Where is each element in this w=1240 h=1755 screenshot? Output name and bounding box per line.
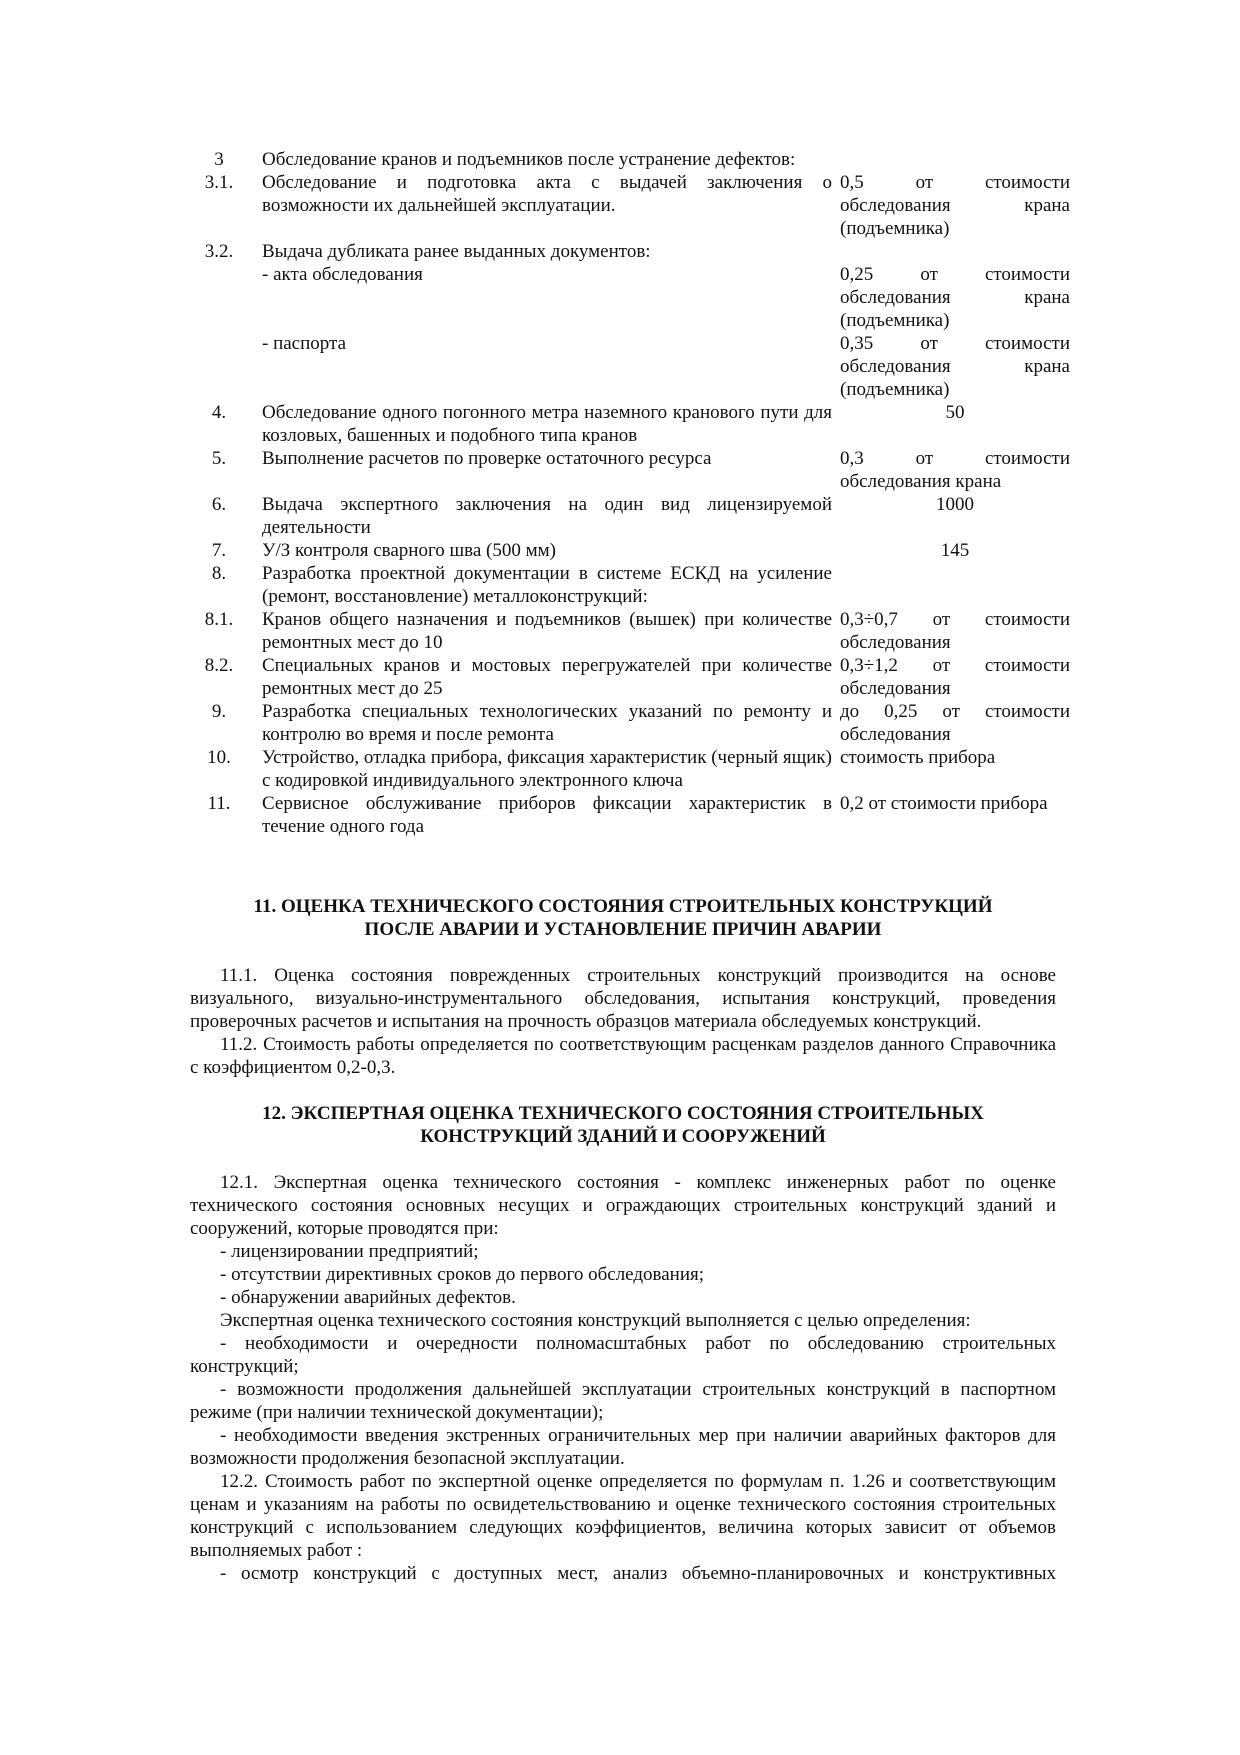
row-number: 5.: [211, 448, 227, 469]
row-description: Обследование и подготовка акта с выдачей заключения о возможности их дальнейшей эксплуатации.: [262, 172, 832, 216]
row-number: 10.: [207, 747, 231, 768]
price-table: [190, 148, 1070, 838]
row-description: Выдача экспертного заключения на один вид лицензируемой деятельности: [262, 494, 832, 538]
row-description: - паспорта: [262, 333, 346, 354]
paragraph-12-1: 12.1. Экспертная оценка технического состояния - комплекс инженерных работ по оценке технического состояния основных несущих и ограждающих строительных конструкций зданий и сооружений, которые проводятся при:: [190, 1172, 1056, 1239]
section-12-title-line1: 12. ЭКСПЕРТНАЯ ОЦЕНКА ТЕХНИЧЕСКОГО СОСТОЯНИЯ СТРОИТЕЛЬНЫХ: [262, 1103, 984, 1124]
row-description: Выдача дубликата ранее выданных документов:: [262, 241, 651, 262]
row-number: 8.1.: [204, 609, 234, 630]
row-description: Разработка проектной документации в системе ЕСКД на усиление (ремонт, восстановление) металлоконструкций:: [262, 563, 832, 607]
row-number: 3.2.: [204, 241, 234, 262]
section-11-title-line1: 11. ОЦЕНКА ТЕХНИЧЕСКОГО СОСТОЯНИЯ СТРОИТЕЛЬНЫХ КОНСТРУКЦИЙ: [253, 896, 993, 917]
row-price: 0,3÷0,7 от стоимости обследования: [840, 609, 1070, 653]
paragraph-11-1: 11.1. Оценка состояния поврежденных строительных конструкций производится на основе визуального, визуально-инструментального обследования, испытания конструкций, проведения проверочных расчетов и испытания на прочность образцов материала обследуемых конструкций.: [190, 965, 1056, 1032]
bullet-item: - необходимости введения экстренных ограничительных мер при наличии аварийных факторов для возможности продолжения безопасной эксплуатации.: [190, 1425, 1056, 1469]
row-description: Разработка специальных технологических указаний по ремонту и контролю во время и после ремонта: [262, 701, 832, 745]
bullet-item: - обнаружении аварийных дефектов.: [220, 1287, 516, 1308]
row-price: до 0,25 от стоимости обследования: [840, 701, 1070, 745]
section-11: [190, 895, 1056, 1079]
row-description: У/З контроля сварного шва (500 мм): [262, 540, 556, 561]
row-description: Сервисное обслуживание приборов фиксации характеристик в течение одного года: [262, 793, 832, 837]
row-price: [840, 562, 1070, 608]
row-description: Выполнение расчетов по проверке остаточного ресурса: [262, 448, 712, 469]
row-description: - акта обследования: [262, 264, 423, 285]
row-number: 8.: [211, 563, 227, 584]
table-row: [190, 700, 1070, 746]
row-number: 3: [214, 149, 224, 170]
row-price: 0,3÷1,2 от стоимости обследования: [840, 655, 1070, 699]
paragraph-11-2: 11.2. Стоимость работы определяется по соответствующим расценкам разделов данного Справочника с коэффициентом 0,2-0,3.: [190, 1034, 1056, 1078]
row-price: 145: [940, 540, 970, 561]
row-number: 4.: [211, 402, 227, 423]
row-number: 9.: [211, 701, 227, 722]
row-price: 0,25 от стоимости обследования крана (подъемника): [840, 264, 1070, 331]
row-number: 6.: [211, 494, 227, 515]
table-row: [190, 539, 1070, 562]
bullet-item: - возможности продолжения дальнейшей эксплуатации строительных конструкций в паспортном режиме (при наличии технической документации);: [190, 1379, 1056, 1423]
bullet-item: - осмотр конструкций с доступных мест, анализ объемно-планировочных и конструктивных: [220, 1563, 1056, 1584]
row-price: 0,35 от стоимости обследования крана (подъемника): [840, 333, 1070, 400]
table-row: [190, 171, 1070, 240]
table-row: [190, 148, 1070, 171]
row-description: Кранов общего назначения и подъемников (вышек) при количестве ремонтных мест до 10: [262, 609, 832, 653]
row-number: 8.2.: [204, 655, 234, 676]
row-number: 11.: [207, 793, 231, 814]
paragraph-12-2: 12.2. Стоимость работ по экспертной оценке определяется по формулам п. 1.26 и соответствующим ценам и указаниям на работы по освидетельствованию и оценке технического состояния строительных конструкций с использованием следующих коэффициентов, величина которых зависит от объемов выполняемых работ :: [190, 1471, 1056, 1561]
row-price: [840, 148, 1070, 171]
table-row: [190, 447, 1070, 493]
row-price: 0,5 от стоимости обследования крана (подъемника): [840, 172, 1070, 239]
row-price: 0,3 от стоимости обследования крана: [840, 448, 1070, 492]
row-price: стоимость прибора: [840, 747, 996, 768]
row-number: 3.1.: [204, 172, 234, 193]
row-description: Устройство, отладка прибора, фиксация характеристик (черный ящик) с кодировкой индивидуального электронного ключа: [262, 747, 832, 791]
row-number: [190, 263, 248, 332]
table-row: [190, 608, 1070, 654]
row-price: [840, 240, 1070, 263]
paragraph-12-purpose: Экспертная оценка технического состояния конструкций выполняется с целью определения:: [220, 1310, 971, 1331]
bullet-item: - необходимости и очередности полномасштабных работ по обследованию строительных конструкций;: [190, 1333, 1056, 1377]
row-number: [190, 332, 248, 401]
row-description: Специальных кранов и мостовых перегружателей при количестве ремонтных мест до 25: [262, 655, 832, 699]
table-row: [190, 562, 1070, 608]
section-11-title-line2: ПОСЛЕ АВАРИИ И УСТАНОВЛЕНИЕ ПРИЧИН АВАРИИ: [364, 919, 882, 940]
table-row: [190, 493, 1070, 539]
row-price: 0,2 от стоимости прибора: [840, 793, 1048, 814]
table-row: [190, 240, 1070, 263]
table-row: [190, 746, 1070, 792]
table-row: [190, 332, 1070, 401]
table-row: [190, 401, 1070, 447]
row-description: Обследование одного погонного метра наземного кранового пути для козловых, башенных и подобного типа кранов: [262, 402, 832, 446]
row-number: 7.: [211, 540, 227, 561]
section-12: [190, 1102, 1056, 1585]
row-description: Обследование кранов и подъемников после устранение дефектов:: [262, 149, 796, 170]
row-price: 1000: [936, 494, 974, 515]
section-12-title-line2: КОНСТРУКЦИЙ ЗДАНИЙ И СООРУЖЕНИЙ: [420, 1126, 826, 1147]
table-row: [190, 263, 1070, 332]
row-price: 50: [945, 402, 965, 423]
table-row: [190, 654, 1070, 700]
table-row: [190, 792, 1070, 838]
bullet-item: - отсутствии директивных сроков до первого обследования;: [220, 1264, 705, 1285]
bullet-item: - лицензировании предприятий;: [220, 1241, 479, 1262]
